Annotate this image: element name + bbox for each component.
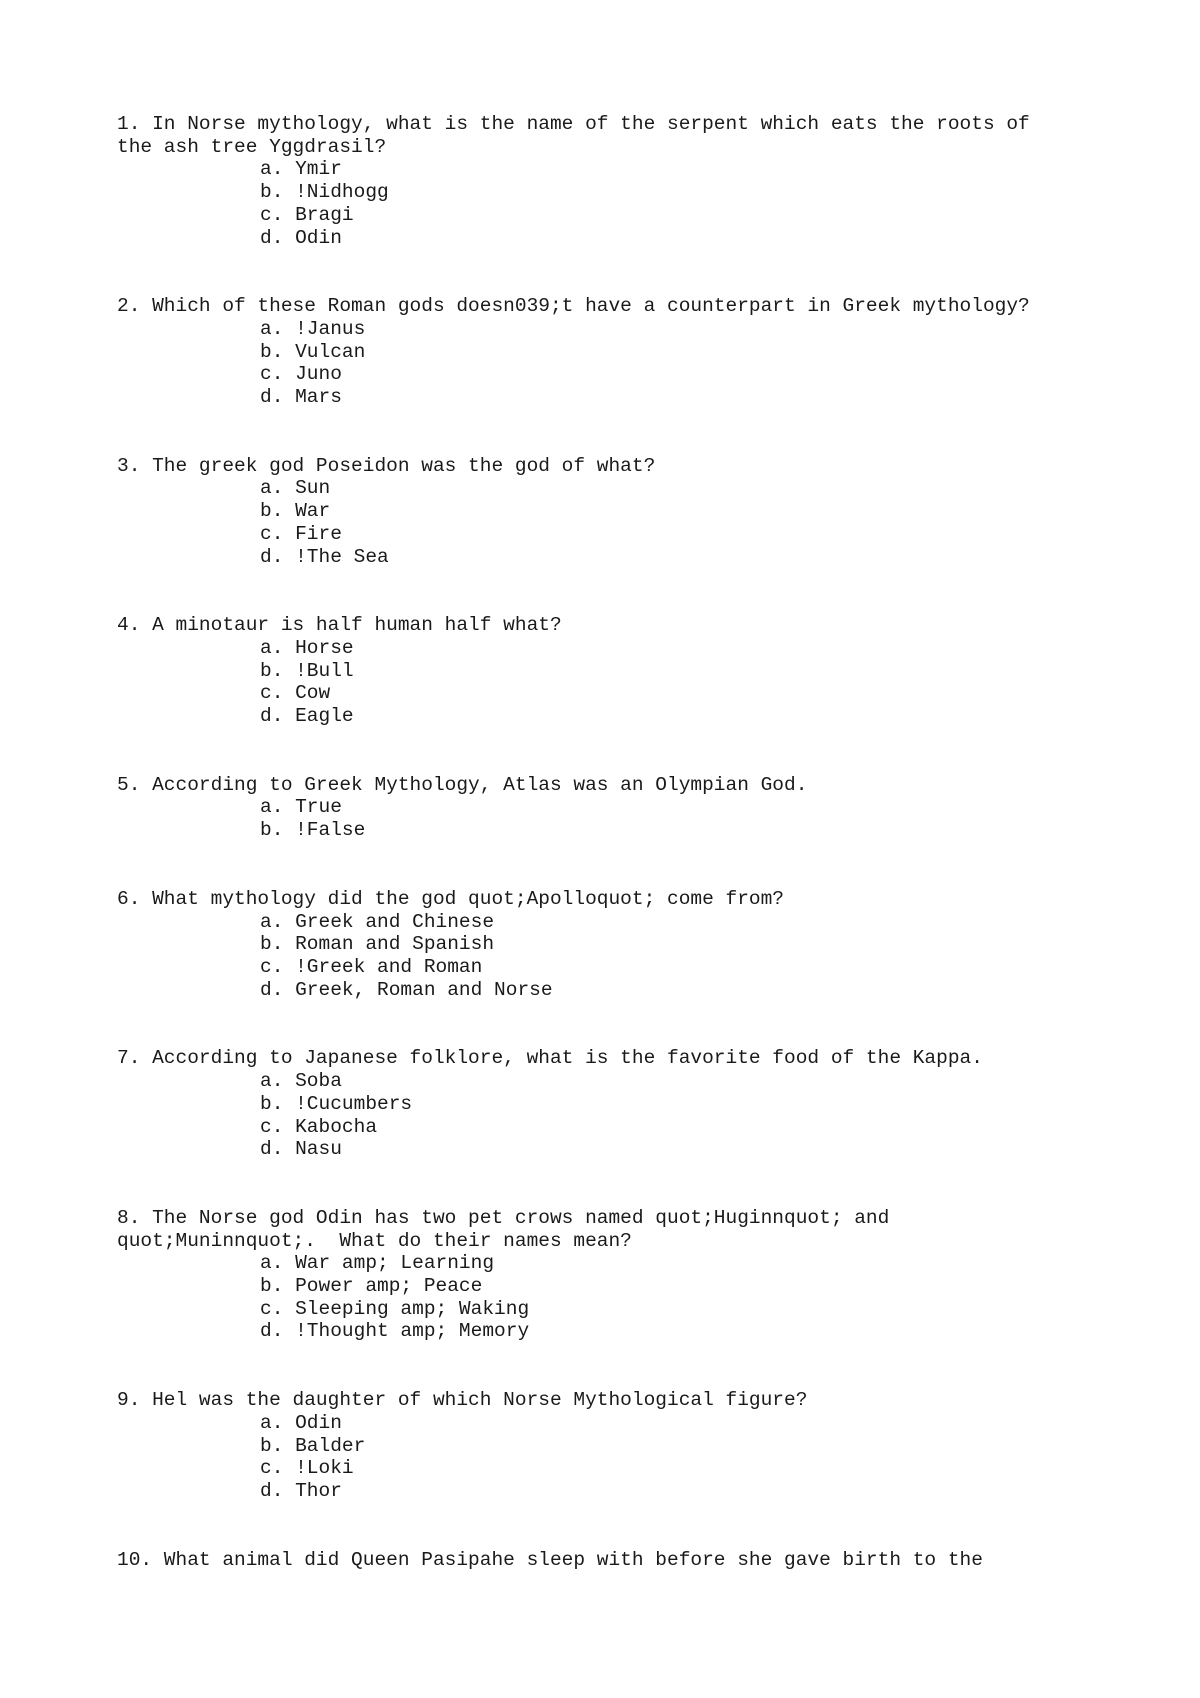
answer-option: b. Balder [260,1434,366,1457]
answer-options [117,911,1117,1002]
answer-option: b. War [260,500,331,523]
answer-option: d. Mars [260,386,342,409]
answer-option: d. Odin [260,226,342,249]
answer-option: d. Greek, Roman and Norse [260,978,553,1001]
question-text: 3. The greek god Poseidon was the god of what? [117,454,656,477]
answer-options [117,477,1117,568]
answer-option: b. Vulcan [260,340,366,363]
answer-option: a. War amp; Learning [260,1252,495,1275]
answer-option: b. !Nidhogg [260,181,389,204]
answer-option: a. Soba [260,1070,342,1093]
answer-option: c. !Greek and Roman [260,955,483,978]
question-block [117,1047,1117,1161]
question-text: 7. According to Japanese folklore, what is the favorite food of the Kappa. [117,1047,983,1070]
answer-option: b. !Bull [260,659,354,682]
answer-options [117,637,1117,728]
answer-options [117,1070,1117,1161]
answer-options [117,1252,1117,1343]
question-block [117,1389,1117,1503]
answer-option: d. Nasu [260,1138,342,1161]
question-text: 5. According to Greek Mythology, Atlas was an Olympian God. [117,773,808,796]
answer-option: c. Bragi [260,203,354,226]
answer-option: c. !Loki [260,1457,354,1480]
answer-option: c. Fire [260,522,342,545]
question-text: 2. Which of these Roman gods doesn039;t have a counterpart in Greek mythology? [117,295,1030,318]
answer-option: a. Horse [260,636,354,659]
answer-option: c. Kabocha [260,1115,378,1138]
answer-option: a. Ymir [260,158,342,181]
answer-option: c. Cow [260,682,331,705]
answer-option: d. !The Sea [260,545,389,568]
question-text: 9. Hel was the daughter of which Norse Mythological figure? [117,1389,808,1412]
answer-options [117,796,1117,841]
answer-option: d. Thor [260,1479,342,1502]
answer-option: a. Odin [260,1411,342,1434]
answer-option: b. !Cucumbers [260,1092,413,1115]
answer-option: a. !Janus [260,317,366,340]
answer-option: b. Power amp; Peace [260,1275,483,1298]
question-block [117,1207,1117,1343]
answer-option: b. Roman and Spanish [260,933,495,956]
question-text: 8. The Norse god Odin has two pet crows named quot;Huginnquot; and quot;Muninnquot;. What do their names mean? [117,1206,890,1252]
question-text: 1. In Norse mythology, what is the name of the serpent which eats the roots of the ash tree Yggdrasil? [117,113,1030,158]
answer-options [117,1412,1117,1503]
question-block [117,614,1117,728]
question-text: 10. What animal did Queen Pasipahe sleep with before she gave birth to the [117,1548,983,1571]
question-text: 4. A minotaur is half human half what? [117,614,562,637]
answer-option: b. !False [260,819,366,842]
answer-options [117,158,1117,249]
quiz-question-list [117,113,1117,1617]
answer-option: c. Juno [260,363,342,386]
question-text: 6. What mythology did the god quot;Apolloquot; come from? [117,887,785,910]
question-block [117,113,1117,249]
question-block [117,774,1117,842]
answer-option: a. True [260,796,342,819]
answer-option: d. !Thought amp; Memory [260,1320,530,1343]
question-block [117,295,1117,409]
question-block [117,1549,1117,1572]
answer-option: a. Greek and Chinese [260,910,495,933]
answer-option: a. Sun [260,477,331,500]
question-block [117,888,1117,1002]
answer-options [117,318,1117,409]
answer-option: c. Sleeping amp; Waking [260,1297,530,1320]
answer-option: d. Eagle [260,705,354,728]
question-block [117,455,1117,569]
